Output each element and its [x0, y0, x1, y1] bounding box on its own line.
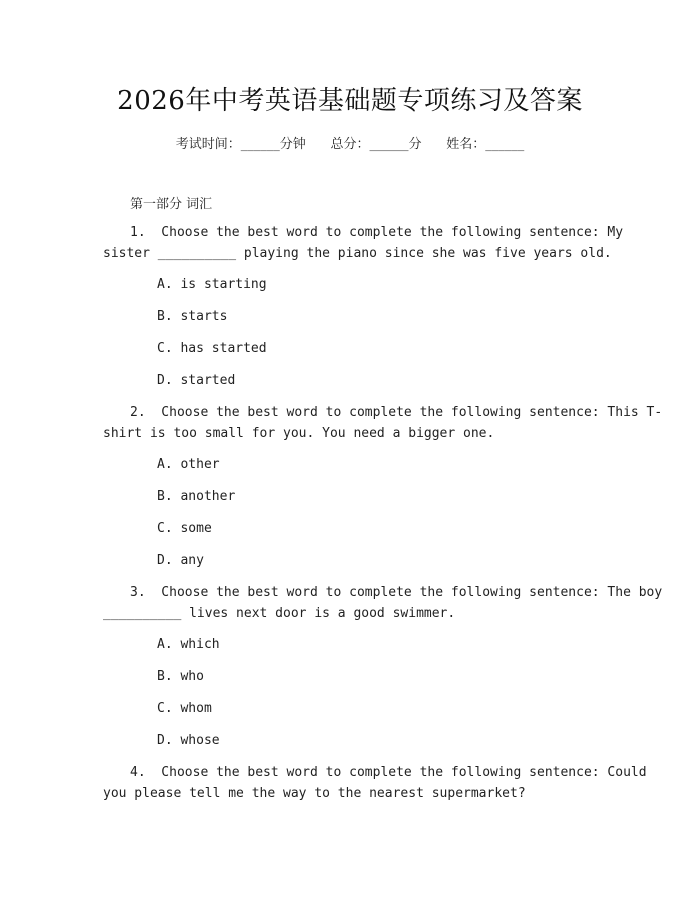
question-3-option-a: A. which — [157, 637, 220, 652]
question-1-line-1: 1. Choose the best word to complete the following sentence: My — [130, 225, 624, 240]
question-2-option-c: C. some — [157, 521, 212, 536]
question-1-line-2: sister __________ playing the piano since she was five years old. — [103, 246, 612, 261]
question-1-option-b: B. starts — [157, 309, 228, 324]
question-3-option-c: C. whom — [157, 701, 212, 716]
question-3-line-1: 3. Choose the best word to complete the following sentence: The boy — [130, 585, 663, 600]
question-4-line-2: you please tell me the way to the nearest supermarket? — [103, 786, 526, 801]
page-title: 2026年中考英语基础题专项练习及答案 — [117, 86, 583, 116]
section-title: 第一部分 词汇 — [130, 197, 213, 212]
question-3-option-d: D. whose — [157, 733, 220, 748]
question-1-option-d: D. started — [157, 373, 236, 388]
exam-info-line: 考试时间：______分钟 总分：______分 姓名：______ — [175, 137, 525, 152]
question-4-line-1: 4. Choose the best word to complete the following sentence: Could — [130, 765, 647, 780]
question-2-option-a: A. other — [157, 457, 220, 472]
question-2-option-d: D. any — [157, 553, 204, 568]
question-1-option-a: A. is starting — [157, 277, 267, 292]
question-3-line-2: __________ lives next door is a good swimmer. — [103, 606, 456, 621]
question-2-line-1: 2. Choose the best word to complete the following sentence: This T- — [130, 405, 663, 420]
question-2-line-2: shirt is too small for you. You need a bigger one. — [103, 426, 495, 441]
question-3-option-b: B. who — [157, 669, 204, 684]
question-1-option-c: C. has started — [157, 341, 267, 356]
question-2-option-b: B. another — [157, 489, 236, 504]
